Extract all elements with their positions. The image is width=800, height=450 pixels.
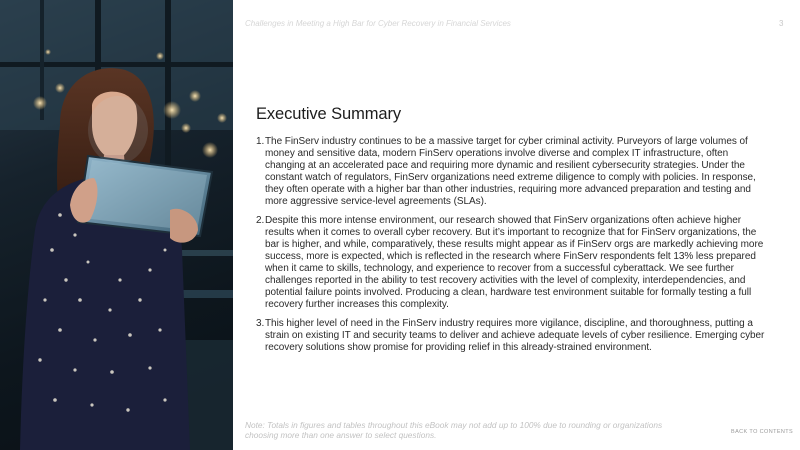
point-number: 2. (256, 215, 265, 226)
page-title: Executive Summary (256, 105, 402, 123)
point-text: The FinServ industry continues to be a massive target for cyber criminal activity. Purveyors of large volumes of money and sensitive data, modern FinServ operations involve diverse and complex IT infrastructure, often changing at an accelerated pace and requiring more dynamic and resilient cybersecurity strategies. Under the constant watch of regulators, FinServ organizations need extreme diligence to comply with policies. In response, they often operate with a higher bar than other industries, requiring more advanced preparation and testing and more aggressive service-level agreements (SLAs). (265, 136, 756, 207)
page-number: 3 (779, 19, 784, 28)
summary-point (256, 136, 768, 208)
summary-points (256, 136, 768, 354)
main-content (256, 105, 768, 361)
woman-with-tablet-illustration (0, 0, 233, 450)
point-text: Despite this more intense environment, our research showed that FinServ organizations often achieve higher results when it comes to overall cyber recovery. But it’s important to recognize that for FinServ organizations, the bar is higher, and while, comparatively, these results might appear as if FinServ orgs are markedly achieving more success, more is expected, which is reflected in the research where FinServ respondents felt 13% less prepared when it came to skills, technology, and experience to recover from a successful cyberattack. We see further challenges reported in the ability to test recovery activities with the level of complexity, interdependencies, and potential failure points involved. Producing a clean, hardware test environment suitable for formally testing a full recovery further increases this complexity. (265, 215, 764, 310)
back-to-contents-link[interactable]: BACK TO CONTENTS (731, 429, 794, 435)
summary-point (256, 318, 768, 354)
point-number: 3. (256, 318, 265, 329)
summary-point (256, 215, 768, 311)
running-header-title: Challenges in Meeting a High Bar for Cyber Recovery in Financial Services (245, 19, 511, 28)
point-number: 1. (256, 136, 265, 147)
hero-photo (0, 0, 233, 450)
footnote: Note: Totals in figures and tables throughout this eBook may not add up to 100% due to rounding or organizations choosing more than one answer to select questions. (245, 420, 663, 440)
point-text: This higher level of need in the FinServ industry requires more vigilance, discipline, and thoroughness, putting a strain on existing IT and security teams to deliver and achieve adequate levels of cyber resilience. Emerging cyber recovery solutions show promise for providing relief in this already-strained environment. (265, 318, 765, 353)
